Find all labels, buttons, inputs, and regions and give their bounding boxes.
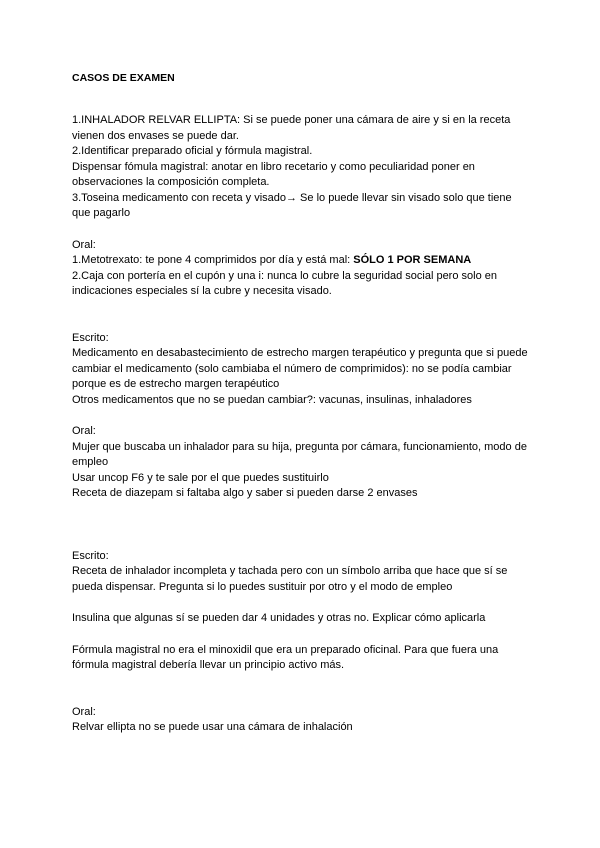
section-4-line: Usar uncop F6 y te sale por el que puedes sustituirlo — [72, 471, 329, 484]
section-1-line: 3.Toseina medicamento con receta y visado→ Se lo puede llevar sin visado solo que tiene que pagarlo — [72, 191, 512, 219]
section-1-line: 1.INHALADOR RELVAR ELLIPTA: Si se puede poner una cámara de aire y si en la receta vienen dos envases se puede dar. — [72, 114, 511, 142]
document-content — [72, 72, 532, 736]
section-4-line: Receta de diazepam si faltaba algo y saber si pueden darse 2 envases — [72, 487, 418, 499]
section-2-line1-emphasis: SÓLO 1 POR SEMANA — [353, 254, 472, 266]
section-4-heading: Oral: — [72, 425, 96, 437]
section-3 — [72, 331, 532, 409]
section-4 — [72, 424, 532, 502]
section-6-line: Relvar ellipta no se puede usar una cámara de inhalación — [72, 721, 353, 733]
section-3-line: Otros medicamentos que no se puedan cambiar?: vacunas, insulinas, inhaladores — [72, 393, 472, 406]
section-1 — [72, 113, 532, 222]
section-2-line: 2.Caja con portería en el cupón y una i: nunca lo cubre la seguridad social pero solo en indicaciones especiales sí la cubre y necesita visado. — [72, 269, 497, 297]
section-5-line: Fórmula magistral no era el minoxidil que era un preparado oficinal. Para que fuera una fórmula magistral debería llevar un principio activo más. — [72, 643, 499, 671]
section-3-heading: Escrito: — [72, 331, 109, 344]
section-6 — [72, 705, 532, 736]
section-5-line: Receta de inhalador incompleta y tachada pero con un símbolo arriba que hace que sí se pueda dispensar. Pregunta si lo puedes sustituir por otro y el modo de empleo — [72, 565, 508, 593]
section-6-heading: Oral: — [72, 705, 96, 718]
section-5-heading: Escrito: — [72, 549, 109, 562]
section-3-line: Medicamento en desabastecimiento de estrecho margen terapéutico y pregunta que si puede cambiar el medicamento (solo cambiaba el número de comprimidos): no se podía cambiar porque es de estrecho margen terapéutico — [72, 347, 528, 390]
section-2-line1-text: 1.Metotrexato: te pone 4 comprimidos por día y está mal: — [72, 254, 354, 266]
section-5 — [72, 549, 532, 674]
document-title: CASOS DE EXAMEN — [72, 72, 175, 84]
section-2 — [72, 238, 532, 300]
section-2-line — [72, 253, 532, 269]
section-1-line: 2.Identificar preparado oficial y fórmula magistral. — [72, 145, 313, 157]
section-5-line: Insulina que algunas sí se pueden dar 4 unidades y otras no. Explicar cómo aplicarla — [72, 612, 486, 624]
section-4-line: Mujer que buscaba un inhalador para su hija, pregunta por cámara, funcionamiento, modo de empleo — [72, 440, 527, 468]
section-1-line: Dispensar fómula magistral: anotar en libro recetario y como peculiaridad poner en observaciones la composición completa. — [72, 160, 475, 188]
section-2-heading: Oral: — [72, 238, 96, 251]
